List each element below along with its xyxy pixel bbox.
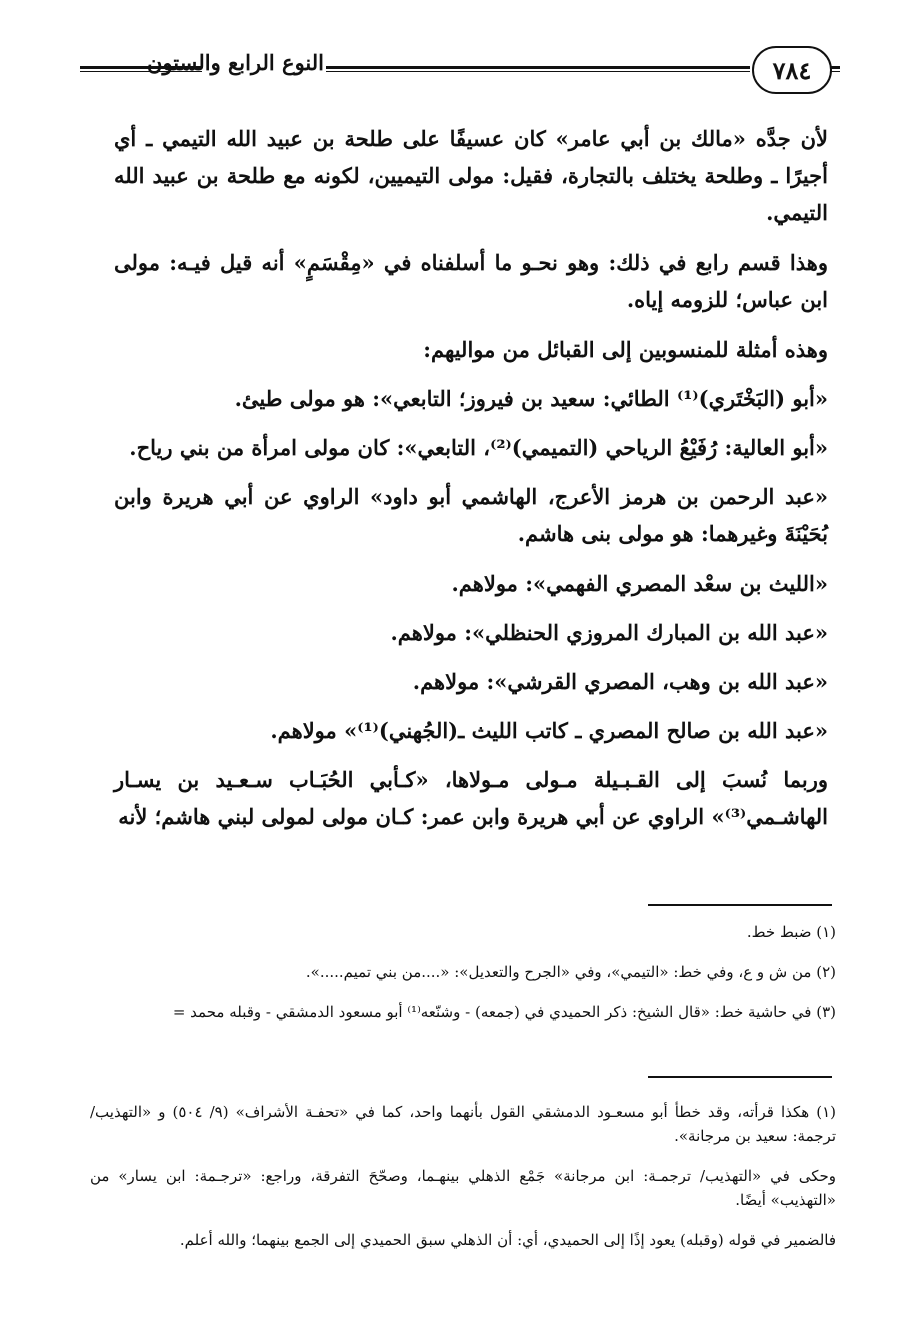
footnote: (٢) من ش و ع، وفي خط: «التيمي»، وفي «الجرح والتعديل»: «....من بني تميم.....». <box>305 963 836 981</box>
paragraph: «عبد الله بن المبارك المروزي الحنظلي»: مولاهم. <box>390 620 828 645</box>
page-number: ٧٨٤ <box>772 55 812 85</box>
paragraph: «عبد الله بن صالح المصري ـ كاتب الليث ـ(الجُهني)⁽¹⁾» مولاهم. <box>270 718 828 743</box>
paragraph: وهذه أمثلة للمنسوبين إلى القبائل من مواليهم: <box>423 337 828 362</box>
chapter-title: النوع الرابع والستون <box>147 50 324 75</box>
header-rule-middle <box>326 66 750 72</box>
footnote-separator <box>648 1076 832 1078</box>
paragraph: «أبو (البَخْتَري)⁽¹⁾ الطائي: سعيد بن فيروز؛ التابعي»: هو مولى طيئ. <box>234 386 828 411</box>
main-text <box>114 120 828 848</box>
footnote: وحكى في «التهذيب/ ترجمـة: ابن مرجانة» جَمْع الذهلي بينهـما، وصحّحَ التفرقة، وراجع: «ترجـمة: ابن يسار» من «التهذيب» أيضًا. <box>90 1167 836 1209</box>
paragraph: «عبد الرحمن بن هرمز الأعرج، الهاشمي أبو داود» الراوي عن أبي هريرة وابن بُحَيْنَةَ وغيرهما: هو مولى بنى هاشم. <box>114 484 828 546</box>
paragraph: وربما نُسبَ إلى القـبـيلة مـولى مـولاها، «كـأبي الحُبَـاب سـعـيد بن يسـار الهاشـمي⁽³⁾» الراوي عن أبي هريرة وابن عمر: كـان مولى لمولى لبني هاشم؛ لأنه <box>114 767 828 829</box>
footnote-separator <box>648 904 832 906</box>
paragraph: «أبو العالية: رُفَيْعُ الرياحي (التميمي)⁽²⁾، التابعي»: كان مولى امرأة من بني رياح. <box>129 435 828 460</box>
paragraph: «الليث بن سعْد المصري الفهمي»: مولاهم. <box>451 571 828 596</box>
footnotes-editor <box>90 920 836 1040</box>
paragraph: وهذا قسم رابع في ذلك: وهو نحـو ما أسلفناه في «مِقْسَمٍ» أنه قيل فيـه: مولى ابن عباس؛ للزومه إياه. <box>114 250 828 312</box>
paragraph: «عبد الله بن وهب، المصري القرشي»: مولاهم. <box>412 669 828 694</box>
paragraph: لأن جدَّه «مالك بن أبي عامر» كان عسيفًا على طلحة بن عبيد الله التيمي ـ أي أجيرًا ـ وطلحة يختلف بالتجارة، فقيل: مولى التيميين، لكونه مع طلحة بن عبيد الله التيمي. <box>114 126 828 225</box>
page-number-badge <box>752 46 832 94</box>
footnote: (١) هكذا قرأته، وقد خطأ أبو مسعـود الدمشقي القول بأنهما واحد، كما في «تحفـة الأشراف» (٩/ ٥٠٤) و «التهذيب/ ترجمة: سعيد بن مرجانة». <box>90 1103 837 1145</box>
footnote: (١) ضبط خط. <box>746 923 836 941</box>
page-header <box>80 42 840 98</box>
header-rule-right <box>830 66 840 72</box>
footnotes-annotator <box>90 1100 836 1268</box>
footnote: فالضمير في قوله (وقبله) يعود إذًا إلى الحميدي، أي: أن الذهلي سبق الحميدي إلى الجمع بينهما؛ والله أعلم. <box>179 1231 836 1249</box>
footnote: (٣) في حاشية خط: «قال الشيخ: ذكر الحميدي في (جمعه) - وشنّعه⁽¹⁾ أبو مسعود الدمشقي - وقبله محمد = <box>172 1003 836 1021</box>
